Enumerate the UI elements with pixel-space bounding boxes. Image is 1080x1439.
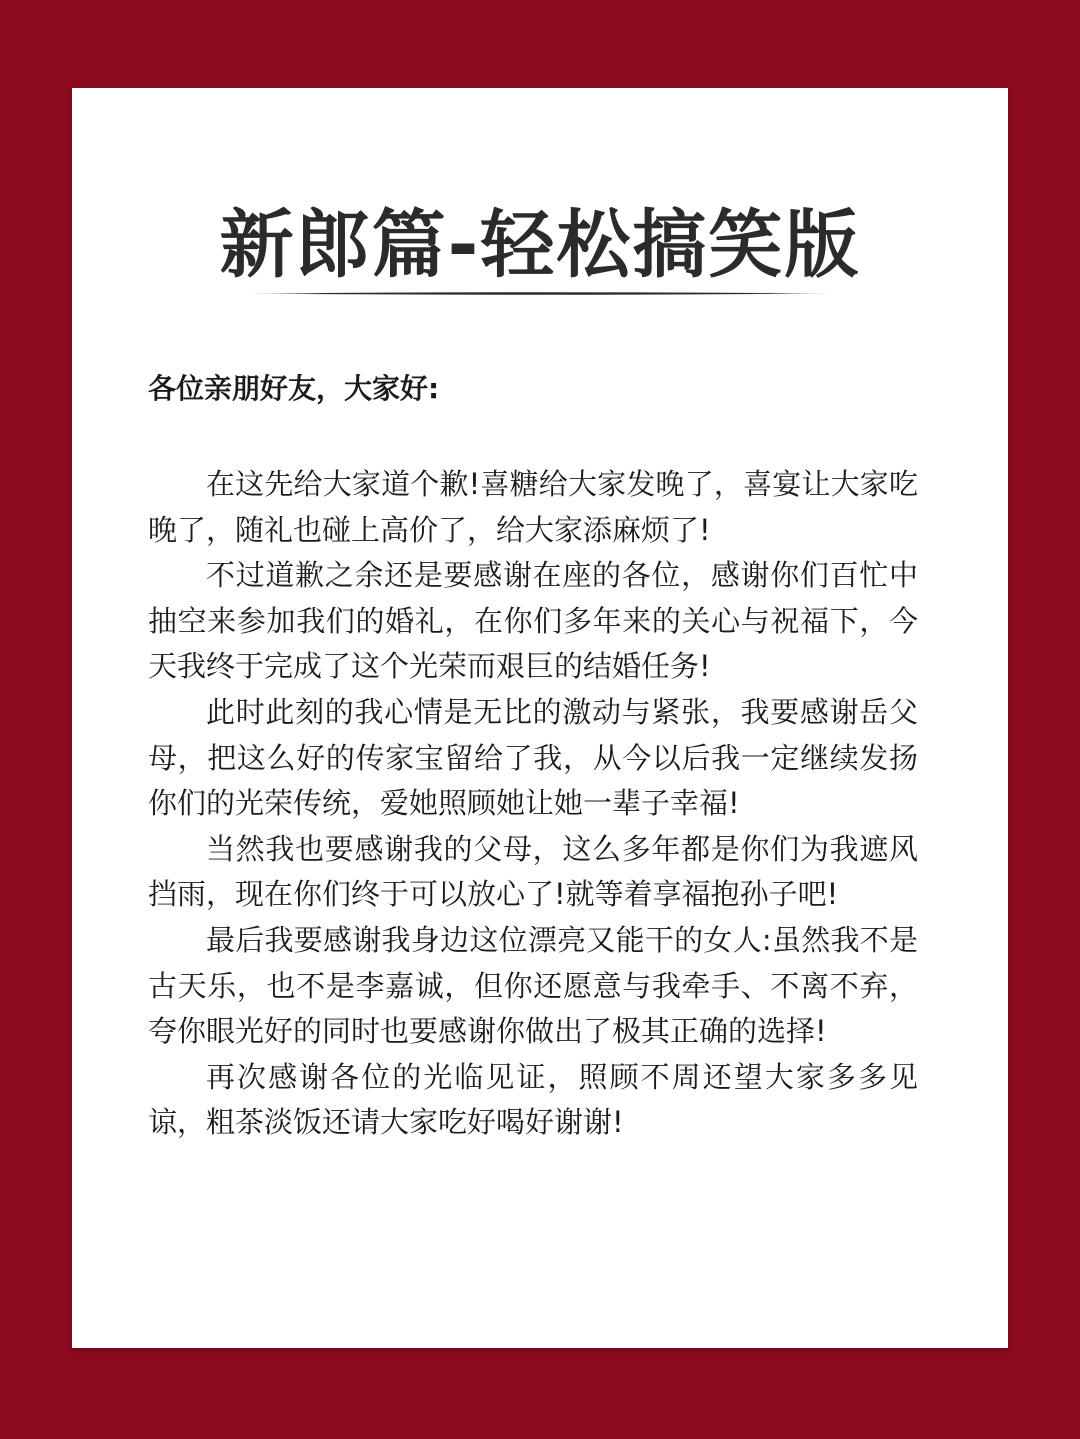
paragraph: 此时此刻的我心情是无比的激动与紧张，我要感谢岳父母，把这么好的传家宝留给了我，从今以后我一定继续发扬你们的光荣传统，爱她照顾她让她一辈子幸福! (148, 694, 918, 821)
title-underline (240, 291, 840, 296)
document-card (72, 88, 1008, 1348)
paragraph: 不过道歉之余还是要感谢在座的各位，感谢你们百忙中抽空来参加我们的婚礼，在你们多年来的关心与祝福下，今天我终于完成了这个光荣而艰巨的结婚任务! (148, 558, 918, 684)
paragraph: 当然我也要感谢我的父母，这么多年都是你们为我遮风挡雨，现在你们终于可以放心了!就等着享福抱孙子吧! (148, 831, 918, 912)
paragraph: 再次感谢各位的光临见证，照顾不周还望大家多多见谅，粗茶淡饭还请大家吃好喝好谢谢! (148, 1059, 918, 1140)
paragraph: 在这先给大家道个歉!喜糖给大家发晚了，喜宴让大家吃晚了，随礼也碰上高价了，给大家添麻烦了! (148, 467, 918, 547)
greeting: 各位亲朋好友，大家好: (148, 372, 440, 405)
document-title: 新郎篇-轻松搞笑版 (219, 202, 861, 288)
paragraph: 最后我要感谢我身边这位漂亮又能干的女人:虽然我不是古天乐，也不是李嘉诚，但你还愿意与我牵手、不离不弃，夸你眼光好的同时也要感谢你做出了极其正确的选择! (148, 922, 918, 1049)
speech-body (148, 462, 918, 1146)
